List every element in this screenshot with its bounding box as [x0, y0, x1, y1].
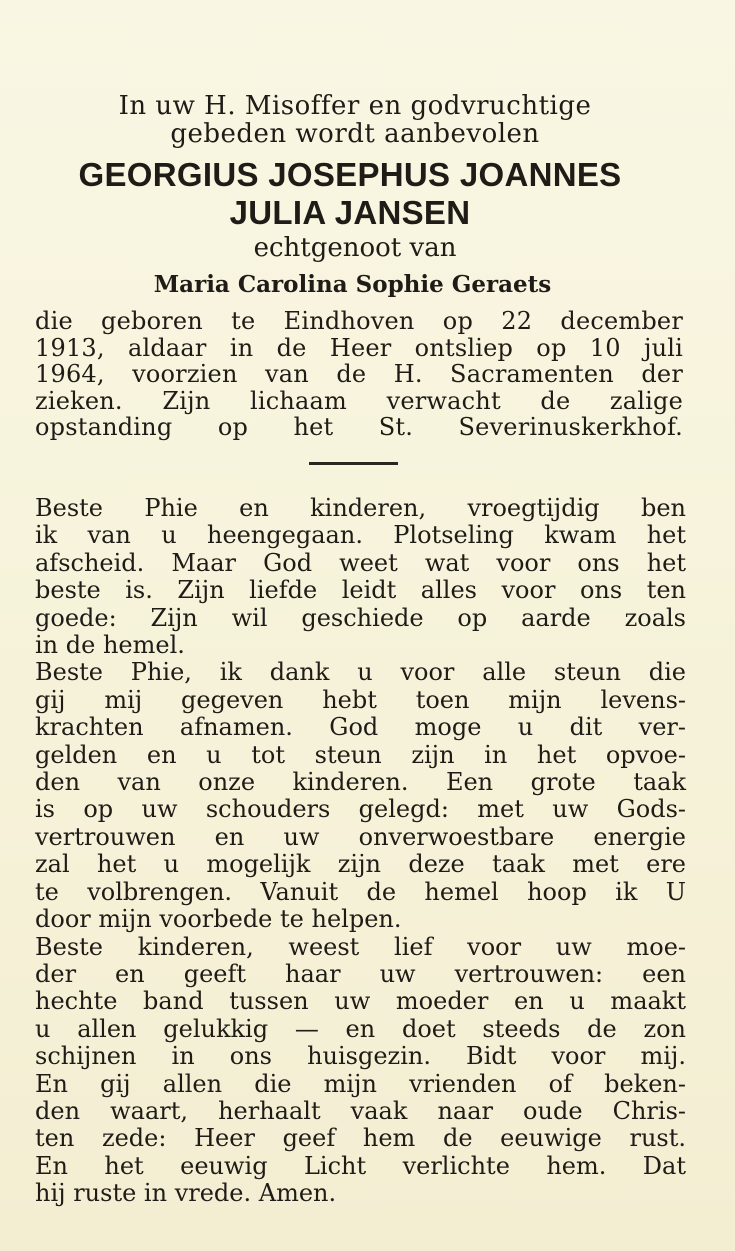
message-line: krachten afnamen. God moge u dit ver-: [35, 713, 686, 742]
message-line: En het eeuwig Licht verlichte hem. Dat: [35, 1151, 686, 1180]
deceased-name-line-1: GEORGIUS JOSEPHUS JOANNES: [78, 156, 622, 193]
message-line: ik van u heengegaan. Plotseling kwam het: [35, 521, 686, 550]
message-paragraph-3: [35, 934, 686, 1208]
intro-line-1: In uw H. Misoffer en godvruchtige: [118, 91, 592, 121]
intro-text: [0, 92, 710, 148]
message-line: is op uw schouders gelegd: met uw Gods-: [35, 795, 686, 824]
message-line: schijnen in ons huisgezin. Bidt voor mij.: [35, 1042, 686, 1071]
bio-line: 1964, voorzien van de H. Sacramenten der: [35, 360, 683, 388]
message-paragraph-2: [35, 659, 686, 933]
divider-line: [309, 462, 398, 465]
message-line: te volbrengen. Vanuit de hemel hoop ik U: [35, 877, 686, 906]
biography: [35, 308, 683, 441]
message-paragraph-1: [35, 495, 686, 659]
message-line: der en geeft haar uw vertrouwen: een: [35, 959, 686, 988]
spouse-label: echtgenoot van: [253, 233, 457, 263]
message-line: hij ruste in vrede. Amen.: [35, 1179, 337, 1208]
message-line: gij mij gegeven hebt toen mijn levens-: [35, 685, 686, 714]
message-line: in de hemel.: [35, 631, 185, 660]
message-line: door mijn voorbede te helpen.: [35, 905, 402, 934]
bio-line: die geboren te Eindhoven op 22 december: [35, 307, 683, 335]
message-line: u allen gelukkig — en doet steeds de zon: [35, 1014, 686, 1043]
message-line: Beste Phie, ik dank u voor alle steun die: [35, 658, 686, 687]
message-line: Beste Phie en kinderen, vroegtijdig ben: [35, 494, 686, 522]
message-line: gelden en u tot steun zijn in het opvoe-: [35, 740, 686, 769]
spouse-name: Maria Carolina Sophie Geraets: [153, 271, 552, 298]
bio-line: 1913, aldaar in de Heer ontsliep op 10 juli: [35, 333, 683, 362]
message-line: Beste kinderen, weest lief voor uw moe-: [35, 932, 686, 961]
intro-line-2: gebeden wordt aanbevolen: [170, 119, 540, 149]
farewell-message: [35, 495, 686, 1208]
message-line: zal het u mogelijk zijn deze taak met ere: [35, 850, 686, 879]
message-line: beste is. Zijn liefde leidt alles voor ons ten: [35, 576, 686, 605]
message-line: hechte band tussen uw moeder en u maakt: [35, 987, 686, 1016]
message-line: afscheid. Maar God weet wat voor ons het: [35, 548, 686, 577]
deceased-name-line-2: JULIA JANSEN: [229, 194, 471, 231]
message-line: goede: Zijn wil geschiede op aarde zoals: [35, 603, 686, 632]
message-line: vertrouwen en uw onverwoestbare energie: [35, 822, 686, 851]
bio-line: opstanding op het St. Severinuskerkhof.: [35, 413, 683, 441]
message-line: den van onze kinderen. Een grote taak: [35, 768, 686, 797]
message-line: den waart, herhaalt vaak naar oude Chris-: [35, 1096, 686, 1125]
deceased-name: [0, 156, 700, 232]
message-line: En gij allen die mijn vrienden of beken-: [35, 1069, 686, 1098]
message-line: ten zede: Heer geef hem de eeuwige rust.: [35, 1124, 686, 1153]
bio-line: zieken. Zijn lichaam verwacht de zalige: [35, 386, 683, 415]
